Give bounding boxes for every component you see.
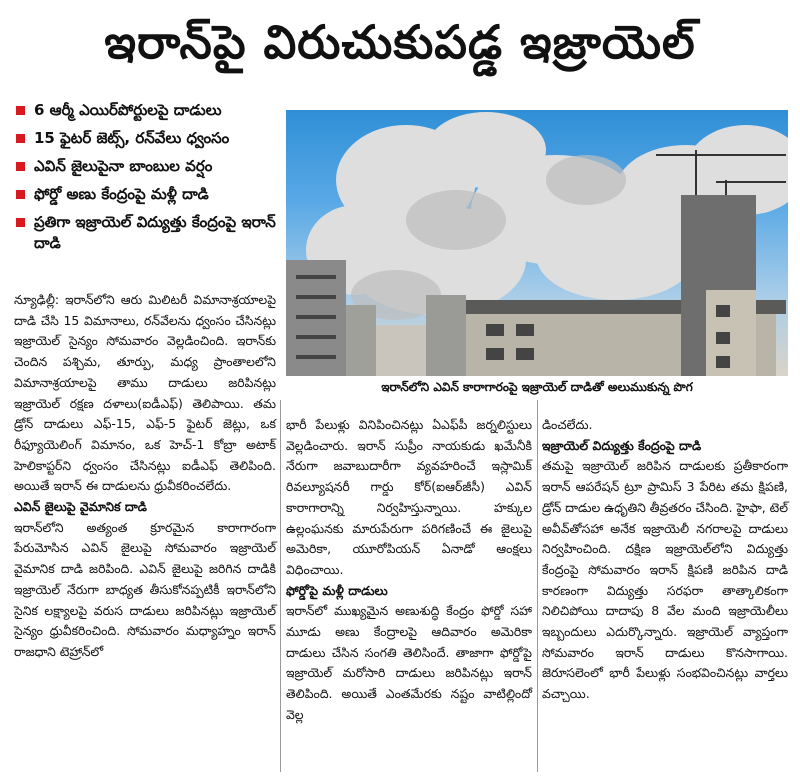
highlight-item — [14, 128, 276, 149]
highlight-item — [14, 184, 276, 205]
column-divider — [537, 400, 538, 772]
highlight-item — [14, 156, 276, 177]
headline: ఇరాన్‌పై విరుచుకుపడ్డ ఇజ్రాయెల్ — [104, 14, 696, 69]
section-subheading: ఫోర్డోపై మళ్లీ దాడులు — [286, 582, 388, 598]
section-subheading: ఇజ్రాయెల్ విద్యుత్తు కేంద్రంపై దాడి — [542, 437, 702, 453]
bullet-square-icon — [16, 162, 25, 171]
highlight-item — [14, 212, 276, 254]
column-divider — [280, 400, 281, 772]
bullet-square-icon — [16, 106, 25, 115]
article-column-3 — [542, 415, 788, 705]
bullet-square-icon — [16, 218, 25, 227]
article-paragraph: ఇరాన్‌లో ముఖ్యమైన అణుశుద్ధి కేంద్రం ఫోర్డో సహా మూడు అణు కేంద్రాలపై ఆదివారం అమెరికా దాడులు చేసిన సంగతి తెలిసిందే. తాజాగా ఫోర్డోపై ఇజ్రాయెల్ మరోసారి దాడులు జరిపినట్లు ఇరాన్ తెలిపింది. అయితే ఎంతమేరకు నష్టం వాటిల్లిందో వెల్ల — [286, 603, 532, 722]
bullet-square-icon — [16, 190, 25, 199]
article-paragraph: ఇరాన్‌లోని అత్యంత క్రూరమైన కారాగారంగా పేరుమోసిన ఎవిన్ జైలుపై సోమవారం ఇజ్రాయెల్ వైమానిక దాడి జరిపింది. ఎవిన్ జైలుపై జరిగిన దాడికి ఇజ్రాయెల్ నేరుగా బాధ్యత తీసుకోనప్పటికీ ఇరాన్‌లోని సైనిక లక్ష్యాలపై వరుస దాడులు జరిపినట్లు ఇజ్రాయెల్ సైన్యం ధ్రువీకరించింది. సోమవారం మధ్యాహ్నం ఇరాన్ రాజధాని టెహ్రాన్‌లో — [14, 519, 276, 659]
highlight-text: ప్రతిగా ఇజ్రాయెల్ విద్యుత్తు కేంద్రంపై ఇరాన్ దాడి — [34, 213, 276, 252]
article-column-1 — [14, 290, 276, 663]
highlights-list — [14, 100, 276, 261]
article-column-2 — [286, 415, 532, 726]
article-paragraph: భారీ పేలుళ్లు వినిపించినట్లు ఏఎఫ్‌పీ జర్నలిస్టులు వెల్లడించారు. ఇరాన్ సుప్రీం నాయకుడు ఖమేనీకి నేరుగా జవాబుదారీగా వ్యవహరించే ఇస్లామిక్ రివల్యూషనరీ గార్డు కోర్(ఐఆర్‌జీసీ) ఎవిన్ కారాగారాన్ని నిర్వహిస్తున్నాయి. హక్కుల ఉల్లంఘనకు మారుపేరుగా పరిగణించే ఈ జైలుపై అమెరికా, యూరోపియన్ ఏనాడో ఆంక్షలు విధించాయి. — [286, 417, 532, 577]
article-paragraph: తమపై ఇజ్రాయెల్ జరిపిన దాడులకు ప్రతీకారంగా ఇరాన్ ఆపరేషన్ ట్రూ ప్రామిస్ 3 పేరిట తమ క్షిపణి, డ్రోన్ దాడుల ఉధృతిని తీవ్రతరం చేసింది. హైఫా, టెల్ అవీవ్‌తోసహా అనేక ఇజ్రాయెలీ నగరాలపై దాడులు నిర్వహించింది. దక్షిణ ఇజ్రాయెల్‌లోని విద్యుత్తు కేంద్రంపై సోమవారం ఇరాన్ క్షిపణి జరిపిన దాడి కారణంగా విద్యుత్తు సరఫరా తాత్కాలికంగా నిలిచిపోయి దాదాపు 8 వేల మంది ఇజ్రాయెలీలు ఇబ్బందులు ఎదుర్కొన్నారు. ఇజ్రాయెల్ వ్యాప్తంగా సోమవారం ఇరాన్ దాడులు కొనసాగాయి. జెరూసలెంలో భారీ పేలుళ్లు సంభవించినట్లు వార్తలు వచ్చాయి. — [542, 458, 788, 702]
news-photo — [286, 110, 788, 376]
highlight-item — [14, 100, 276, 121]
section-subheading: ఎవిన్ జైలుపై వైమానిక దాడి — [14, 499, 147, 515]
bullet-square-icon — [16, 134, 25, 143]
highlight-text: ఫోర్డో అణు కేంద్రంపై మళ్లీ దాడి — [34, 185, 209, 203]
highlight-text: 6 ఆర్మీ ఎయిర్‌పోర్టులపై దాడులు — [34, 101, 222, 119]
highlight-text: 15 ఫైటర్ జెట్స్, రన్‌వేలు ధ్వంసం — [34, 129, 230, 147]
highlight-text: ఎవిన్ జైలుపైనా బాంబుల వర్షం — [34, 157, 213, 175]
article-paragraph: డించలేదు. — [542, 417, 593, 432]
photo-caption: ఇరాన్‌లోని ఎవిన్ కారాగారంపై ఇజ్రాయెల్ దాడితో అలుముకున్న పొగ — [381, 380, 693, 394]
article-lead: న్యూఢిల్లీ: ఇరాన్‌లోని ఆరు మిలిటరీ విమానాశ్రయాలపై దాడి చేసి 15 విమానాలు, రన్‌వేలను ధ్వంసం చేసినట్లు ఇజ్రాయెల్ సైన్యం సోమవారం వెల్లడించింది. ఇరాన్‌కు చెందిన పశ్చిమ, తూర్పు, మధ్య ప్రాంతాలలోని విమానాశ్రయాలపై తాము దాడులు జరిపినట్లు ఇజ్రాయెల్ రక్షణ దళాలు(ఐడీఎఫ్) తెలిపాయి. తమ డ్రోన్ దాడులు ఎఫ్-15, ఎఫ్-5 ఫైటర్ జెట్లు, ఒక రీఫ్యూయెలింగ్ విమానం, ఒక హెచ్-1 కోబ్రా అటాక్ హెలికాప్టర్‌ని ధ్వంసం చేసినట్లు ఐడీఎఫ్ తెలిపింది. అయితే ఇరాన్ ఈ దాడులను ధ్రువీకరించలేదు. — [14, 292, 276, 494]
smoke-over-prison-image — [286, 110, 788, 376]
